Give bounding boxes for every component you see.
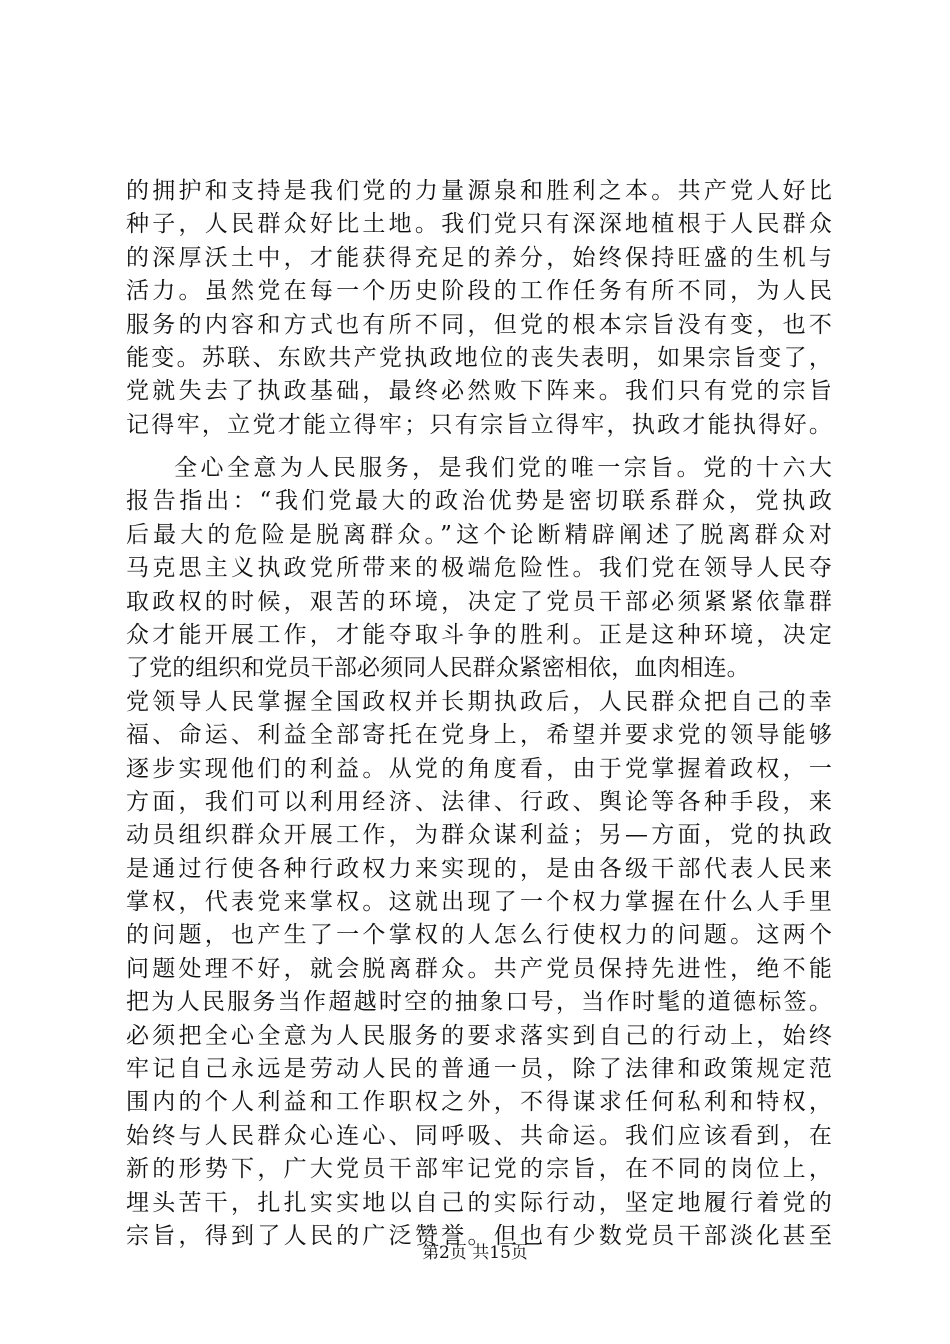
text-line: 宗旨，得到了人民的广泛赞誉。但也有少数党员干部淡化甚至: [126, 1222, 832, 1249]
text-line: 活力。虽然党在每一个历史阶段的工作任务有所不同，为人民: [126, 278, 832, 305]
text-line: 把为人民服务当作超越时空的抽象口号，当作时髦的道德标签。: [126, 989, 832, 1016]
text-line: 问题处理不好，就会脱离群众。共产党员保持先进性，绝不能: [126, 955, 832, 982]
text-line: 福、命运、利益全部寄托在党身上，希望并要求党的领导能够: [126, 722, 832, 749]
text-line: 能变。苏联、东欧共产党执政地位的丧失表明，如果宗旨变了，: [126, 344, 832, 371]
text-line: 掌权，代表党来掌权。这就出现了一个权力掌握在什么人手里: [126, 889, 832, 916]
text-line: 必须把全心全意为人民服务的要求落实到自己的行动上，始终: [126, 1022, 832, 1049]
text-line: 是通过行使各种行政权力来实现的，是由各级干部代表人民来: [126, 855, 832, 882]
paragraph-1: [126, 175, 832, 442]
text-line: 党就失去了执政基础，最终必然败下阵来。我们只有党的宗旨: [126, 378, 832, 405]
text-line: 的深厚沃土中，才能获得充足的养分，始终保持旺盛的生机与: [126, 244, 832, 271]
page-number-footer: 第2页 共15页: [422, 1243, 528, 1263]
text-line: 围内的个人利益和工作职权之外，不得谋求任何私利和特权，: [126, 1089, 832, 1116]
text-line: 记得牢，立党才能立得牢；只有宗旨立得牢，执政才能执得好。: [126, 411, 832, 438]
text-line: 始终与人民群众心连心、同呼吸、共命运。我们应该看到，在: [126, 1122, 832, 1149]
text-line: 的拥护和支持是我们党的力量源泉和胜利之本。共产党人好比: [126, 178, 832, 204]
text-line: 动员组织群众开展工作，为群众谋利益；另—方面，党的执政: [126, 822, 832, 849]
text-line: 报告指出：“我们党最大的政治优势是密切联系群众，党执政: [126, 488, 832, 515]
text-line: 埋头苦干，扎扎实实地以自己的实际行动，坚定地履行着党的: [126, 1189, 832, 1216]
text-line: 种子，人民群众好比土地。我们党只有深深地植根于人民群众: [126, 211, 832, 238]
text-line: 众才能开展工作，才能夺取斗争的胜利。正是这种环境，决定: [126, 621, 832, 648]
text-line: 逐步实现他们的利益。从党的角度看，由于党掌握着政权，一: [126, 755, 832, 782]
paragraph-2: [126, 452, 832, 1253]
text-line: 马克思主义执政党所带来的极端危险性。我们党在领导人民夺: [126, 555, 832, 582]
text-line: 全心全意为人民服务，是我们党的唯一宗旨。党的十六大: [174, 455, 832, 481]
text-line: 了党的组织和党员干部必须同人民群众紧密相依，血肉相连。: [126, 655, 750, 682]
text-line: 方面，我们可以利用经济、法律、行政、舆论等各种手段，来: [126, 788, 832, 815]
text-line: 后最大的危险是脱离群众。”这个论断精辟阐述了脱离群众对: [126, 521, 832, 548]
text-line: 牢记自己永远是劳动人民的普通一员，除了法律和政策规定范: [126, 1056, 832, 1083]
text-line: 取政权的时候，艰苦的环境，决定了党员干部必须紧紧依靠群: [126, 588, 832, 615]
text-line: 服务的内容和方式也有所不同，但党的根本宗旨没有变，也不: [126, 311, 832, 338]
text-line: 党领导人民掌握全国政权并长期执政后，人民群众把自己的幸: [126, 688, 832, 715]
text-line: 的问题，也产生了一个掌权的人怎么行使权力的问题。这两个: [126, 922, 832, 949]
text-line: 新的形势下，广大党员干部牢记党的宗旨，在不同的岗位上，: [126, 1156, 832, 1183]
